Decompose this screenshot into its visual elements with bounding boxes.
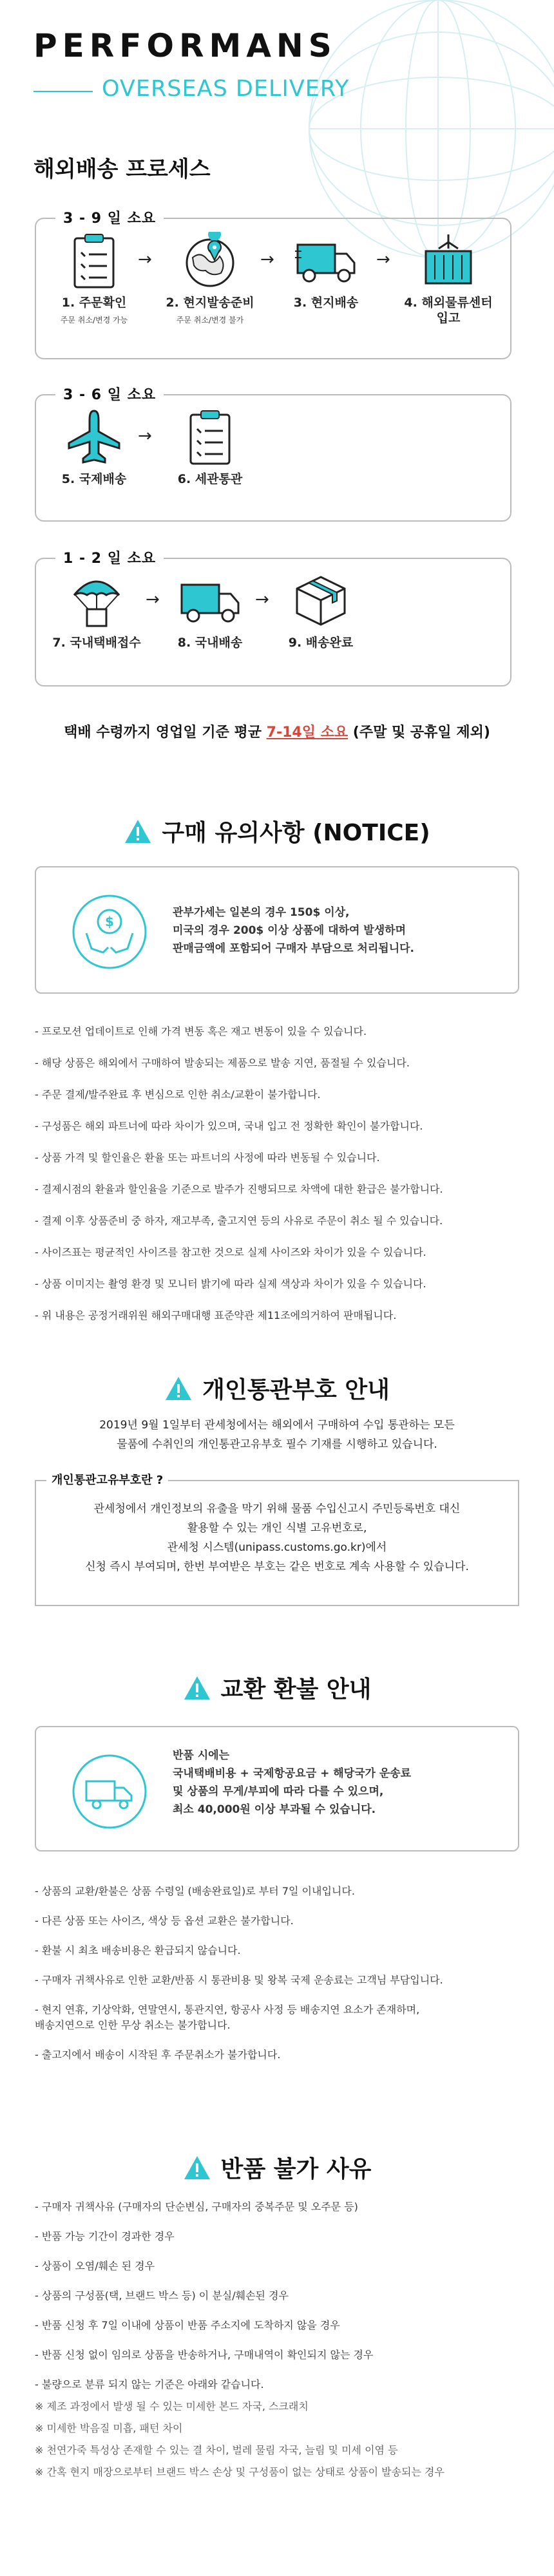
delivery-truck-icon [71,1753,148,1830]
list-item: - 구매자 귀책사유 (구매자의 단순변심, 구매자의 중복주문 및 오주문 등) [35,2201,358,2213]
step-order-confirm [49,232,139,325]
notice-tax-text: 관부가세는 일본의 경우 150$ 이상, 미국의 경우 200$ 이상 상품에 대하여 발생하며 판매금액에 포함되어 구매자 부담으로 처리됩니다. [173,906,414,955]
truck-icon [178,572,242,630]
list-item: - 상품의 구성품(택, 브랜드 박스 등) 이 분실/훼손된 경우 [35,2289,289,2302]
list-item-footnote: ※ 미세한 박음질 미흡, 패턴 차이 [35,2422,183,2434]
exchange-fee-box [35,1726,519,1852]
process-group-3 [35,551,511,687]
brand-title: PERFORMANS [33,27,337,64]
container-crane-icon [419,232,477,290]
delivery-note-text: 택배 수령까지 영업일 기준 평균 [64,724,267,741]
warning-icon [183,2155,211,2181]
customs-heading [0,1372,554,1405]
process-group-2-duration: 3 - 6 일 소요 [55,384,164,404]
step-domestic-courier [45,572,148,650]
process-title: 해외배송 프로세스 [33,156,211,182]
list-item: - 다른 상품 또는 사이즈, 색상 등 옵션 교환은 불가합니다. [35,1915,294,1927]
notice-list [35,1024,519,1340]
list-item: - 상품 가격 및 할인율은 환율 또는 파트너의 사정에 따라 변동될 수 있습니다. [35,1151,380,1164]
arrow-right-icon: → [146,590,160,609]
arrow-right-icon: → [255,590,269,609]
notice-heading [0,815,554,848]
truck-icon [294,232,358,290]
arrow-right-icon: → [260,250,274,269]
no-return-list [35,2199,519,2486]
process-group-3-duration: 1 - 2 일 소요 [55,547,164,567]
list-item: - 반품 신청 없이 임의로 상품을 반송하거나, 구매내역이 확인되지 않는 경우 [35,2349,374,2361]
list-item-footnote: ※ 간혹 현지 매장으로부터 브랜드 박스 손상 및 구성품이 없는 상태로 상품이 발송되는 경우 [35,2466,444,2478]
list-item: - 프로모션 업데이트로 인해 가격 변동 혹은 재고 변동이 있을 수 있습니다. [35,1025,367,1037]
parachute-box-icon [68,572,126,630]
step-overseas-warehouse [397,232,500,326]
money-hands-icon [71,893,148,971]
customs-intro: 2019년 9월 1일부터 관세청에서는 해외에서 구매하여 수입 통관하는 모든 물품에 수취인의 개인통관고유부호 필수 기재를 시행하고 있습니다. [99,1419,455,1451]
process-group-1-duration: 3 - 9 일 소요 [55,207,164,227]
step-label: 9. 배송완료 [288,636,354,650]
list-item: - 불량으로 분류 되지 않는 기준은 아래와 같습니다. [35,2378,264,2391]
step-label: 8. 국내배송 [177,636,243,650]
list-item: - 반품 가능 기간이 경과한 경우 [35,2230,175,2242]
list-item: - 주문 결제/발주완료 후 변심으로 인한 취소/교환이 불가합니다. [35,1088,321,1101]
list-item: - 현지 연휴, 기상악화, 연말연시, 통관지연, 항공사 사정 등 배송지연 요소가 존재하며, 배송지연으로 인한 무상 취소는 불가합니다. [35,2003,420,2031]
delivery-duration-note [0,721,554,741]
exchange-fee-text: 반품 시에는 국내택배비용 + 국제항공요금 + 해당국가 운송료 및 상품의 무게/부피에 따라 다를 수 있으며, 최소 40,000원 이상 부과될 수 있습니다. [173,1749,412,1816]
step-domestic-delivery [165,572,255,650]
process-group-2 [35,387,511,522]
brand-subtitle: OVERSEAS DELIVERY [102,76,350,102]
list-item-footnote: ※ 제조 과정에서 발생 될 수 있는 미세한 본드 자국, 스크래치 [35,2400,309,2412]
step-label: 3. 현지배송 [293,296,359,310]
notice-tax-box [35,866,519,994]
list-item: - 해당 상품은 해외에서 구매하여 발송되는 제품으로 발송 지연, 품절될 수 있습니다. [35,1057,410,1069]
exchange-list [35,1884,519,2077]
step-label: 4. 해외물류센터 입고 [404,296,493,325]
list-item: - 반품 신청 후 7일 이내에 상품이 반품 주소지에 도착하지 않을 경우 [35,2319,340,2331]
warning-icon [164,1376,193,1401]
clipboard-icon [68,232,120,290]
svg-text:$: $ [105,914,114,929]
arrow-right-icon: → [138,426,152,446]
customs-box-text: 관세청에서 개인정보의 유출을 막기 위해 물품 수입신고시 주민등록번호 대신 활용할 수 있는 개인 식별 고유번호로, 관세청 시스템(unipass.customs.go.kr)에서 신청 즉시 부여되며, 한번 부여받은 부호는 같은 번호로 계속 사용할 수 있습니다. [85,1502,469,1573]
list-item: - 구매자 귀책사유로 인한 교환/반품 시 통관비용 및 왕복 국제 운송료는 고객님 부담입니다. [35,1974,443,1986]
process-group-1 [35,211,511,359]
airplane-icon [65,408,123,466]
customs-title: 개인통관부호 안내 [202,1377,390,1403]
list-item: - 환불 시 최초 배송비용은 환급되지 않습니다. [35,1944,241,1956]
step-note: 주문 취소/변경 가능 [60,316,128,325]
list-item-footnote: ※ 천연가죽 특성상 존재할 수 있는 결 차이, 벌레 물림 자국, 늘림 및 미세 이염 등 [35,2444,398,2456]
delivery-note-suffix: (주말 및 공휴일 제외) [348,724,490,741]
step-customs-clearance [162,408,258,487]
step-international-shipping [49,408,139,487]
list-item: - 구성품은 해외 파트너에 따라 차이가 있으며, 국내 입고 전 정확한 확인이 불가합니다. [35,1120,423,1132]
list-item: - 상품 이미지는 촬영 환경 및 모니터 밝기에 따라 실제 색상과 차이가 있을 수 있습니다. [35,1278,426,1290]
clipboard-icon [184,408,236,466]
step-local-delivery [281,232,371,310]
step-label: 2. 현지발송준비 [166,296,254,310]
step-label: 5. 국제배송 [61,472,127,486]
exchange-title: 교환 환불 안내 [220,1676,372,1703]
arrow-right-icon: → [138,250,152,269]
exchange-heading [0,1671,554,1704]
list-item: - 상품의 교환/환불은 상품 수령일 (배송완료일)로 부터 7일 이내입니다. [35,1885,355,1897]
globe-pin-icon [181,232,239,290]
step-label: 7. 국내택배접수 [52,636,141,650]
list-item: - 위 내용은 공정거래위원 해외구매대행 표준약관 제11조에의거하여 판매됩니다. [35,1309,397,1321]
step-label: 1. 주문확인 [61,296,127,310]
package-icon [292,572,350,630]
step-note: 주문 취소/변경 불가 [176,316,244,325]
arrow-right-icon: → [376,250,390,269]
step-delivery-complete [276,572,366,650]
brand-header [0,0,554,138]
warning-icon [183,1675,211,1701]
list-item: - 결제시점의 환율과 할인율을 기준으로 발주가 진행되므로 차액에 대한 환급은 불가합니다. [35,1183,443,1195]
step-local-prep [162,232,258,325]
list-item: - 결제 이후 상품준비 중 하자, 재고부족, 출고지연 등의 사유로 주문이 취소 될 수 있습니다. [35,1215,443,1227]
list-item: - 상품이 오염/훼손 된 경우 [35,2260,155,2272]
list-item: - 출고지에서 배송이 시작된 후 주문취소가 불가합니다. [35,2049,281,2061]
step-label: 6. 세관통관 [177,472,243,486]
notice-title: 구매 유의사항 (NOTICE) [162,820,430,846]
warning-icon [124,819,152,844]
no-return-heading [0,2151,554,2184]
customs-code-box [35,1473,519,1606]
no-return-title: 반품 불가 사유 [220,2156,372,2183]
customs-box-title: 개인통관고유부호란 ? [46,1471,168,1488]
brand-accent-rule [33,91,93,92]
list-item: - 사이즈표는 평균적인 사이즈를 참고한 것으로 실제 사이즈와 차이가 있을 수 있습니다. [35,1246,426,1258]
delivery-note-highlight: 7-14일 소요 [266,724,349,741]
